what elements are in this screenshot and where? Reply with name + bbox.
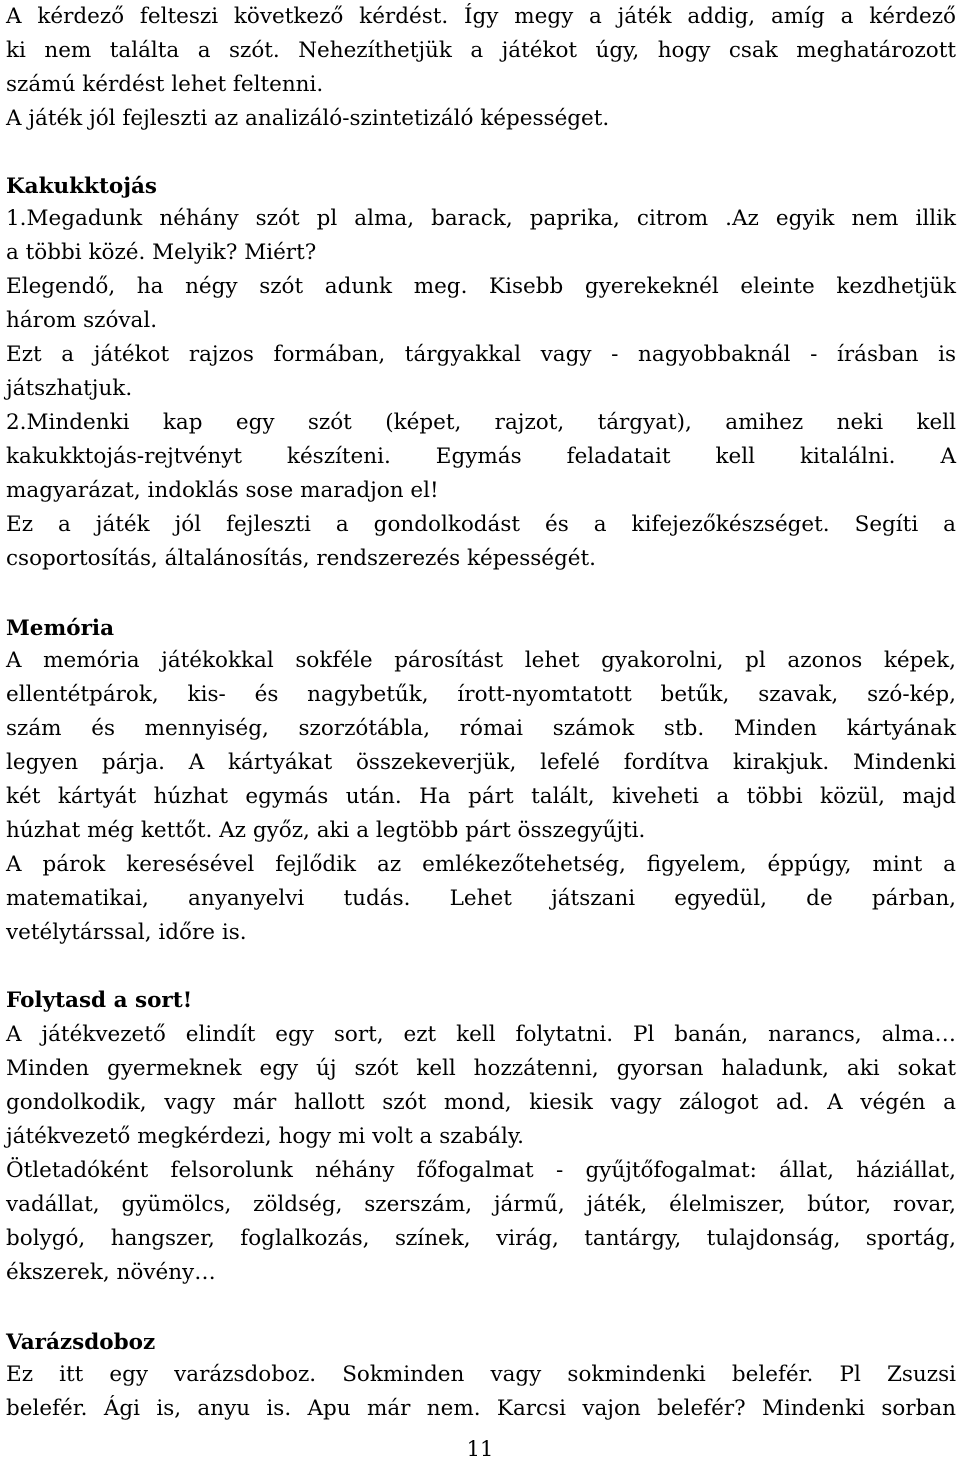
text-line: Minden gyermeknek egy új szót kell hozzátenni, gyorsan haladunk, aki sokat: [6, 1056, 956, 1081]
text-line: kakukktojás-rejtvényt készíteni. Egymás feladatait kell kitalálni. A: [6, 444, 956, 469]
page-number: 11: [466, 1437, 494, 1461]
text-line: A játékvezető elindít egy sort, ezt kell folytatni. Pl banán, narancs, alma…: [6, 1022, 956, 1047]
text-line: A párok keresésével fejlődik az emlékezőtehetség, figyelem, éppúgy, mint a: [6, 852, 956, 877]
text-line: A memória játékokkal sokféle párosítást lehet gyakorolni, pl azonos képek,: [6, 648, 956, 673]
text-line: Ez a játék jól fejleszti a gondolkodást és a kifejezőkészséget. Segíti a: [6, 512, 956, 537]
text-line: Ötletadóként felsorolunk néhány főfogalmat - gyűjtőfogalmat: állat, háziállat,: [6, 1158, 956, 1183]
text-line: húzhat még kettőt. Az győz, aki a legtöbb párt összegyűjti.: [6, 818, 646, 843]
text-line: matematikai, anyanyelvi tudás. Lehet játszani egyedül, de párban,: [6, 886, 956, 911]
text-line: játszhatjuk.: [6, 376, 133, 401]
text-line: három szóval.: [6, 308, 158, 333]
text-line: belefér. Ági is, anyu is. Apu már nem. Karcsi vajon belefér? Mindenki sorban: [6, 1396, 956, 1421]
text-line: ékszerek, növény…: [6, 1260, 216, 1285]
text-line: Ezt a játékot rajzos formában, tárgyakkal vagy - nagyobbaknál - írásban is: [6, 342, 956, 367]
text-line: A kérdező felteszi következő kérdést. Így megy a játék addig, amíg a kérdező: [6, 4, 956, 29]
text-line: gondolkodik, vagy már hallott szót mond, kiesik vagy zálogot ad. A végén a: [6, 1090, 956, 1115]
text-line: játékvezető megkérdezi, hogy mi volt a szabály.: [6, 1124, 524, 1149]
text-line: legyen párja. A kártyákat összekeverjük, lefelé fordítva kirakjuk. Mindenki: [6, 750, 956, 775]
text-line: 2.Mindenki kap egy szót (képet, rajzot, tárgyat), amihez neki kell: [6, 410, 956, 435]
text-line: Ez itt egy varázsdoboz. Sokminden vagy sokmindenki belefér. Pl Zsuzsi: [6, 1362, 956, 1387]
section-heading-varazsdoboz: Varázsdoboz: [6, 1330, 156, 1355]
text-line: csoportosítás, általánosítás, rendszerezés képességét.: [6, 546, 596, 571]
text-line: bolygó, hangszer, foglalkozás, színek, virág, tantárgy, tulajdonság, sportág,: [6, 1226, 956, 1251]
text-line: vetélytárssal, időre is.: [6, 920, 247, 945]
text-line: magyarázat, indoklás sose maradjon el!: [6, 478, 439, 503]
text-line: Elegendő, ha négy szót adunk meg. Kisebb gyerekeknél eleinte kezdhetjük: [6, 274, 956, 299]
section-heading-memoria: Memória: [6, 616, 114, 641]
text-line: két kártyát húzhat egymás után. Ha párt talált, kiveheti a többi közül, majd: [6, 784, 956, 809]
text-line: A játék jól fejleszti az analizáló-szintetizáló képességet.: [6, 106, 610, 131]
section-heading-folytasd-a-sort: Folytasd a sort!: [6, 988, 193, 1013]
text-line: ellentétpárok, kis- és nagybetűk, írott-nyomtatott betűk, szavak, szó-kép,: [6, 682, 956, 707]
section-heading-kakukktojas: Kakukktojás: [6, 174, 158, 199]
text-line: számú kérdést lehet feltenni.: [6, 72, 324, 97]
text-line: ki nem találta a szót. Nehezíthetjük a játékot úgy, hogy csak meghatározott: [6, 38, 956, 63]
text-line: vadállat, gyümölcs, zöldség, szerszám, jármű, játék, élelmiszer, bútor, rovar,: [6, 1192, 956, 1217]
text-line: a többi közé. Melyik? Miért?: [6, 240, 317, 265]
text-line: szám és mennyiség, szorzótábla, római számok stb. Minden kártyának: [6, 716, 956, 741]
text-line: 1.Megadunk néhány szót pl alma, barack, paprika, citrom .Az egyik nem illik: [6, 206, 956, 231]
